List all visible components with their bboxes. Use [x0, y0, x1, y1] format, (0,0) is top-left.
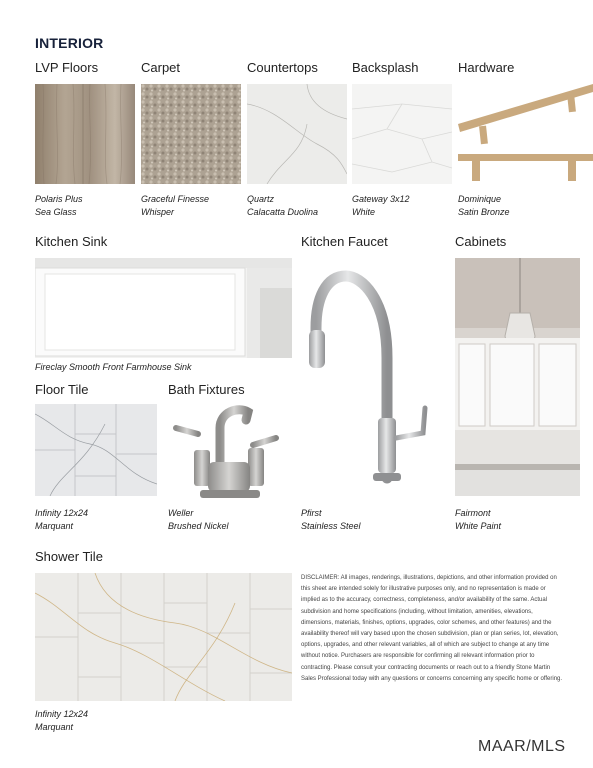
carpet-label: Carpet [141, 60, 181, 75]
floor-tile-image [35, 404, 157, 496]
lvp-floors-label: LVP Floors [35, 60, 99, 75]
kitchen-sink-label: Kitchen Sink [35, 234, 108, 249]
bath-fixtures-caption [168, 507, 229, 533]
kitchen-sink-caption [35, 361, 192, 374]
backsplash-label: Backsplash [352, 60, 419, 75]
countertops-color: Calacatta Duolina [247, 207, 319, 217]
backsplash-swatch [352, 84, 452, 184]
carpet-color: Whisper [141, 207, 175, 217]
floor-tile-label: Floor Tile [35, 382, 89, 397]
cabinets-image [455, 258, 580, 496]
cabinets-label: Cabinets [455, 234, 507, 249]
shower-tile-image [35, 573, 292, 701]
shower-tile-caption [35, 708, 88, 734]
cabinets-caption [455, 507, 501, 533]
kitchen-sink-image [35, 258, 292, 358]
shower-tile-color: Marquant [35, 722, 74, 732]
hardware-color: Satin Bronze [458, 207, 510, 217]
bath-fixtures-name: Weller [168, 508, 194, 518]
kitchen-faucet-caption [301, 507, 361, 533]
hardware-swatch [458, 76, 593, 186]
kitchen-faucet-finish: Stainless Steel [301, 521, 361, 531]
hardware-label: Hardware [458, 60, 515, 75]
cabinets-finish: White Paint [455, 521, 502, 531]
lvp-floors-color: Sea Glass [35, 207, 77, 217]
lvp-floors-swatch [35, 84, 135, 184]
kitchen-faucet-label: Kitchen Faucet [301, 234, 388, 249]
hardware-name: Dominique [458, 194, 502, 204]
backsplash-caption [352, 193, 410, 219]
kitchen-sink-name: Fireclay Smooth Front Farmhouse Sink [35, 362, 192, 372]
carpet-swatch [141, 84, 241, 184]
kitchen-faucet-name: Pfirst [301, 508, 322, 518]
bath-fixtures-image [168, 400, 283, 502]
shower-tile-name: Infinity 12x24 [35, 709, 89, 719]
countertops-caption [247, 193, 318, 219]
countertops-swatch [247, 84, 347, 184]
shower-tile-label: Shower Tile [35, 549, 103, 564]
lvp-floors-name: Polaris Plus [35, 194, 83, 204]
carpet-name: Graceful Finesse [141, 194, 210, 204]
hardware-caption [458, 193, 510, 219]
countertops-label: Countertops [247, 60, 318, 75]
kitchen-faucet-image [301, 268, 441, 488]
floor-tile-name: Infinity 12x24 [35, 508, 89, 518]
cabinets-name: Fairmont [455, 508, 491, 518]
floor-tile-caption [35, 507, 88, 533]
bath-fixtures-finish: Brushed Nickel [168, 521, 229, 531]
bath-fixtures-label: Bath Fixtures [168, 382, 245, 397]
countertops-name: Quartz [247, 194, 275, 204]
backsplash-color: White [352, 207, 376, 217]
page-title: INTERIOR [35, 35, 104, 51]
floor-tile-color: Marquant [35, 521, 74, 531]
lvp-floors-caption [35, 193, 83, 219]
carpet-caption [141, 193, 209, 219]
mls-watermark: MAAR/MLS [478, 738, 566, 755]
disclaimer-text: DISCLAIMER: All images, renderings, illustrations, depictions, and other information provided on this sheet are intended solely for illustrative purposes only, and no representation is made or implied as to the accuracy, correctness, completeness, and/or availability of the same. Actual subdivision and home specifications (including, without limitation, amenities, elevations, dimensions, materials, finishes, options, upgrades, color schemes, and other features) and the availability thereof will vary based upon the chosen subdivision, plan or plan series, lot, elevation, options, upgrades, and other relevant variables, all of which are subject to change at any time without notice. Purchasers are responsible for confirming all relevant information prior to contracting. Please consult your contracting documents or reach out to a friendly Stone Martin Sales Professional today with any questions or concerns concerning any specific home or offering. [301, 575, 563, 682]
backsplash-name: Gateway 3x12 [352, 194, 410, 204]
